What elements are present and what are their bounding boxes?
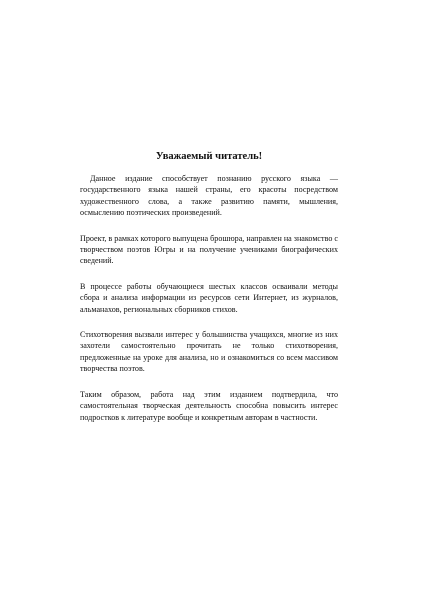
page-content xyxy=(80,150,338,437)
paragraph-conclusion: Таким образом, работа над этим изданием подтвердила, что самостоятельная творческая деятельность способна повысить интерес подростков к литературе вообще и конкретным авторам в частности. xyxy=(80,389,338,422)
page-title: Уважаемый читатель! xyxy=(155,151,263,162)
paragraph-project: Проект, в рамках которого выпущена брошюра, направлен на знакомство с творчеством поэтов Югры и на получение учениками биографических сведений. xyxy=(80,233,338,266)
paragraph-process: В процессе работы обучающиеся шестых классов осваивали методы сбора и анализа информации из ресурсов сети Интернет, из журналов, альманахов, региональных сборников стихов. xyxy=(80,281,338,314)
paragraph-interest: Стихотворения вызвали интерес у большинства учащихся, многие из них захотели самостоятельно прочитать не только стихотворения, предложенные на уроке для анализа, но и ознакомиться со всем массивом творчества поэтов. xyxy=(80,330,338,374)
paragraph-intro: Данное издание способствует познанию русского языка — государственного языка нашей страны, его красоты посредством художественного слова, а также развитию памяти, мышления, осмыслению поэтических произведений. xyxy=(80,174,338,218)
